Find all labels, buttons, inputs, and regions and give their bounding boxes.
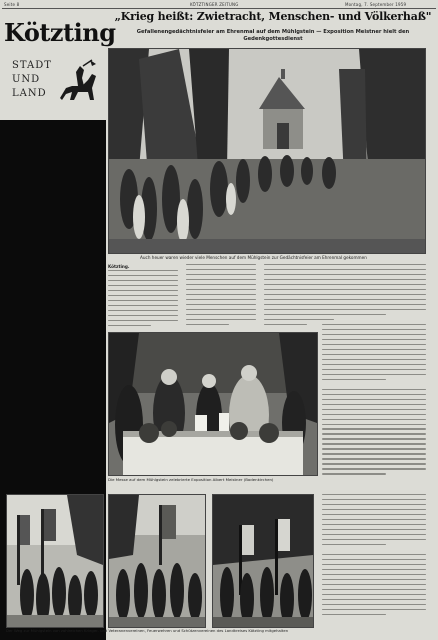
bottom-photos-caption: Der Weg zur Mühlgstein von zahlreichen Krieger- und Veteranenvereinen, Feuerwehren und Schützenvereinen des Landkreises Kötzting mitgehalten (6, 628, 289, 633)
issue-date: Montag, 7. September 1959 (345, 2, 407, 7)
middle-photo-caption: Die Messe auf dem Mühlgstein zelebrierte Exposition Albert Meistner (Bodenkirchen) (108, 477, 274, 482)
masthead (4, 18, 116, 130)
horse-rider-emblem-icon (52, 58, 104, 110)
photo-procession-band (108, 494, 206, 628)
column-1-start: Kötzting. (108, 264, 130, 269)
photo-procession-flags (6, 494, 104, 628)
text-column-1 (108, 264, 178, 330)
header-rule (2, 8, 436, 9)
photo-crowd-at-chapel (108, 48, 426, 254)
article-headline: „Krieg heißt: Zwietracht, Menschen- und Völkerhaß" (114, 10, 432, 23)
paper-name: KÖTZTINGER ZEITUNG (190, 2, 239, 7)
text-column-5 (322, 494, 426, 626)
top-photo-caption: Auch heuer waren wieder viele Menschen auf dem Mühlgstein zur Gedächtnisfeier am Ehrenmal gekommen (140, 255, 367, 260)
masthead-sub-stadt: STADT (12, 60, 52, 71)
article-subhead: Gefallenengedächtnisfeier am Ehrenmal auf dem Mühlgstein — Exposition Meistner hielt den Gedenkgottesdienst (136, 29, 410, 42)
text-column-2 (186, 264, 256, 330)
text-column-4 (322, 264, 426, 490)
masthead-title: Kötzting (4, 18, 116, 47)
page-number: Seite 8 (4, 2, 20, 7)
photo-mass-at-altar (108, 332, 318, 476)
masthead-sub-und: UND (12, 74, 41, 85)
masthead-sub-land: LAND (12, 88, 47, 99)
photo-procession-veterans (212, 494, 314, 628)
